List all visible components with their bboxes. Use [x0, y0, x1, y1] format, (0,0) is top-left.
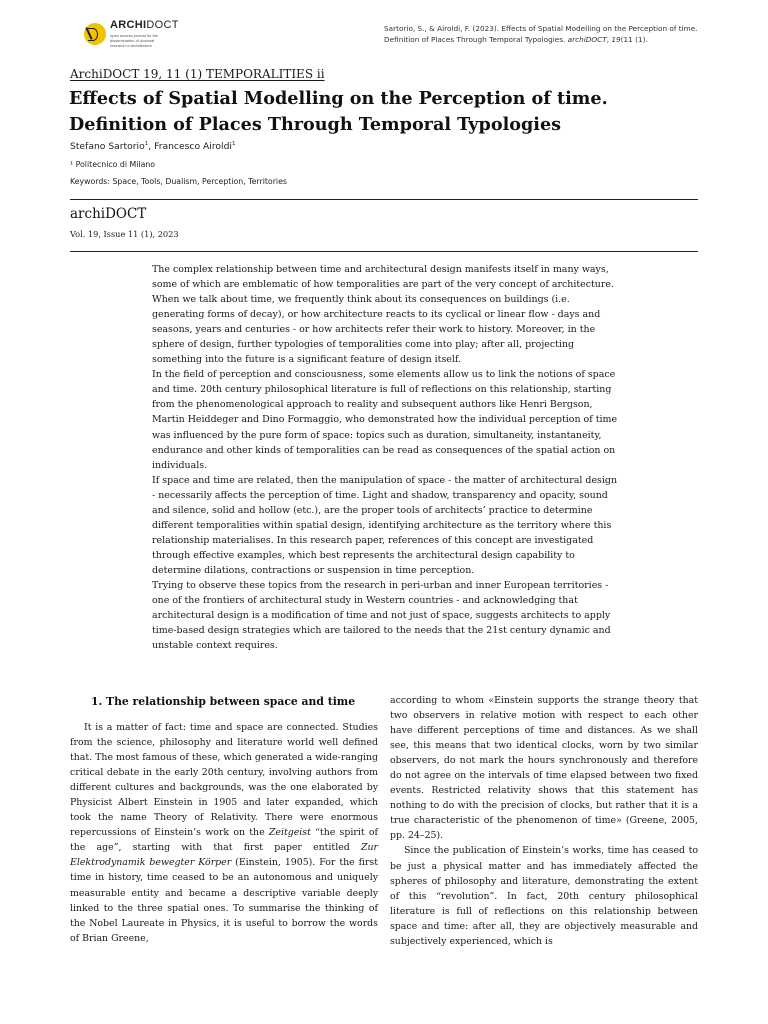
citation-line-1: Sartorio, S., & Airoldi, F. (2023). Effects of Spatial Modelling on the Perception of time.	[384, 24, 698, 33]
body-paragraph: according to whom «Einstein supports the strange theory that two observers in relative motion with respect to each other have different perceptions of time and distances. As we shall see, this means that two identical clocks, worn by two similar observers, do not mark the hours synchronously and therefore do not agree on the intervals of time elapsed between two fixed events. Restricted relativity shows that this statement has nothing to do with the precision of clocks, but rather that it is a true characteristic of the phenomenon of time» (Greene, 2005, pp. 24–25).	[390, 695, 698, 842]
body-paragraph: It is a matter of fact: time and space are connected. Studies from the science, philosophy and literature world well defined that. The most famous of these, which generated a wide-ranging critical debate in the early 20th century, involving authors from different cultures and backgrounds, was the one elaborated by Physicist Albert Einstein in 1905 and later expanded, which took the name Theory of Relativity. There were enormous repercussions of Einstein’s work on the Zeitgeist “the spirit of the age”, starting with that first paper entitled Zur Elektrodynamik bewegter Körper (Einstein, 1905). For the first time in history, time ceased to be an autonomous and uniquely measurable entity and became a descriptive variable deeply linked to the three spatial ones. To summarise the thinking of the Nobel Laureate in Physics, it is useful to borrow the words of Brian Greene,	[70, 722, 378, 944]
abstract-paragraph: If space and time are related, then the manipulation of space - the matter of architectural design - necessarily affects the perception of time. Light and shadow, transparency and opacity, sound and silence, solid and hollow (etc.), are the proper tools of architects’ practice to determine different temporalities within spatial design, identifying architecture as the territory where this relationship materialises. In this research paper, references of this concept are investigated through effective examples, which best represents the architectural design capability to determine dilations, contractions or suspension in time perception.	[152, 474, 618, 576]
journal-logo	[84, 20, 179, 48]
citation-line-2: Definition of Places Through Temporal Typologies. archiDOCT, 19(11 (1).	[384, 35, 648, 44]
body-paragraph: Since the publication of Einstein’s works, time has ceased to be just a physical matter and has immediately affected the spheres of philosophy and literature, demonstrating the extent of this “revolution”. In fact, 20th century philosophical literature is full of reflections on this relationship between space and time: after all, they are objectively measurable and subjectively experienced, which is	[390, 845, 698, 947]
body-column-left	[70, 693, 378, 946]
body-column-right	[390, 693, 698, 949]
authors: Stefano Sartorio$^1$, Francesco Airoldi$^1$	[70, 141, 236, 153]
logo-name: ARCHIDOCT	[110, 19, 179, 31]
abstract-paragraph: In the field of perception and consciousness, some elements allow us to link the notions of space and time. 20th century philosophical literature is full of reflections on this relationship, starting from the phenomenological approach to reality and subsequent authors like Henri Bergson, Martin Heiddeger and Dino Formaggio, who demonstrated how the individual perception of time was influenced by the pure form of space: topics such as duration, simultaneity, instantaneity, endurance and other kinds of temporalities can be read as consequences of the spatial action on individuals.	[152, 369, 618, 471]
abstract-paragraph: The complex relationship between time and architectural design manifests itself in many ways, some of which are emblematic of how temporalities are part of the very concept of architecture. When we talk about time, we frequently think about its consequences on buildings (i.e. generating forms of decay), or how architecture reacts to its cyclical or linear flow - days and seasons, years and centuries - or how architects refer their work to history. Moreover, in the sphere of design, further typologies of temporalities come into play; after all, projecting something into the future is a significant feature of design itself.	[152, 264, 614, 366]
keywords: Keywords: Space, Tools, Dualism, Perception, Territories	[70, 177, 287, 186]
section-heading: 1. The relationship between space and time	[91, 695, 356, 708]
header-citation	[384, 23, 704, 45]
divider-top	[70, 199, 698, 200]
journal-name: archiDOCT	[70, 206, 147, 222]
abstract-paragraph: Trying to observe these topics from the research in peri-urban and inner European territories - one of the frontiers of architectural study in Western countries - and acknowledging that architectural design is a modification of time and not just of space, suggests architects to apply time-based design strategies which are tailored to the needs that the 21st century dynamic and unstable context requires.	[152, 579, 611, 652]
affiliation: ¹ Politecnico di Milano	[70, 160, 156, 169]
paper-title: Effects of Spatial Modelling on the Perception of time. Definition of Places Through Temporal Typologies	[69, 88, 608, 135]
archidoct-logo-icon	[84, 23, 106, 45]
logo-tagline: open access journal for the dissemination of doctoral research in architecture	[110, 33, 159, 48]
series-line: ArchiDOCT 19, 11 (1) TEMPORALITIES ii	[70, 67, 325, 81]
journal-volume-issue: Vol. 19, Issue 11 (1), 2023	[70, 229, 179, 239]
divider-bottom	[70, 251, 698, 252]
abstract	[152, 262, 618, 653]
